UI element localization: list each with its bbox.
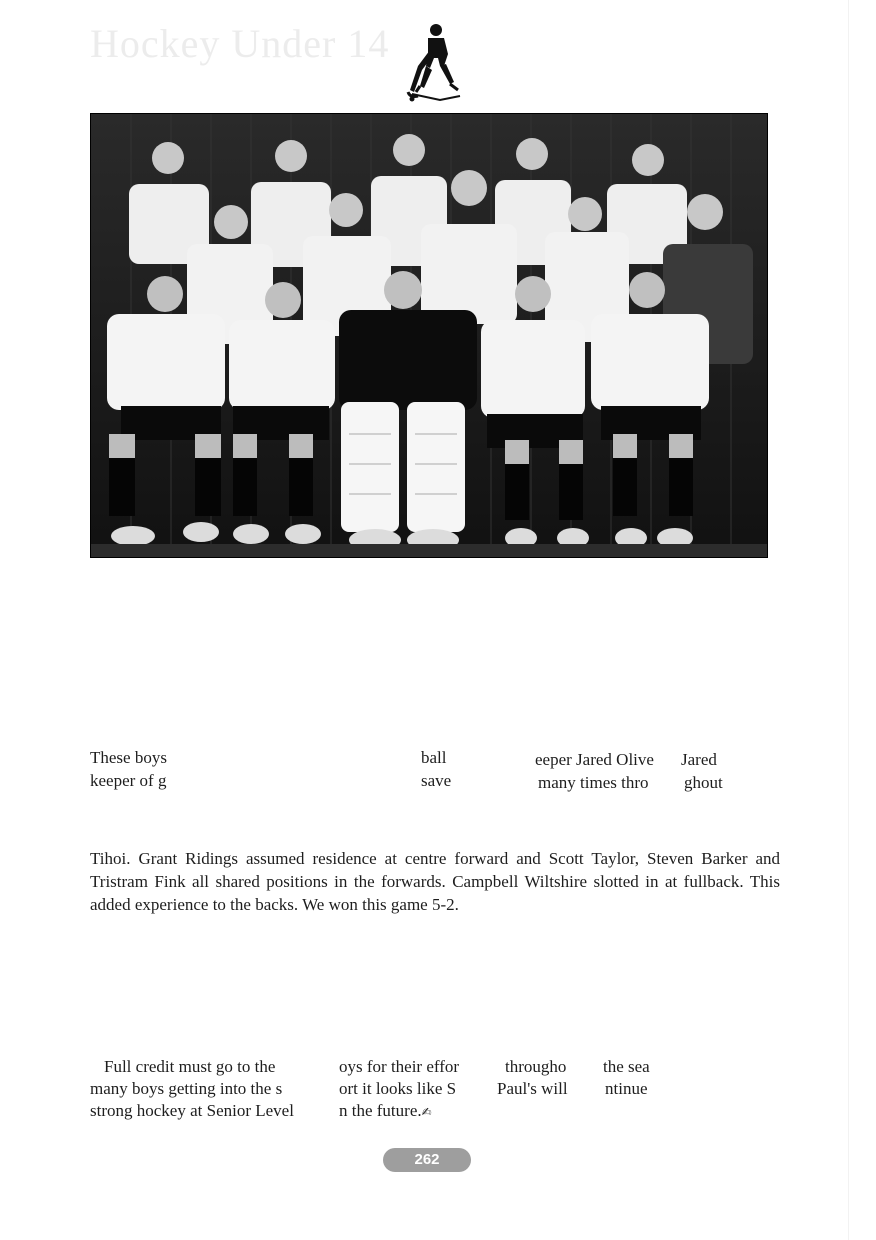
para3-line2-b: ort it looks like S [339,1079,457,1098]
page-number: 262 [383,1148,471,1172]
para3-line1-a: Full credit must go to the [104,1057,276,1076]
para2-text: Tihoi. Grant Ridings assumed residence at centre forward and Scott Taylor, Steven Barker and Tristram Fink all shared positions in the forwards. Campbell Wiltshire slotted in at fullback. This added experience to the backs. We won this game 5-2. [90,849,780,914]
para3-line2-d: ntinue [605,1079,648,1098]
para1-line2-c: many times thro [538,773,649,792]
para3-line2-c: Paul's will [497,1079,568,1098]
writing-hand-icon: ✍ [421,1105,432,1119]
page-edge [848,0,849,1240]
para3-line1-c: througho [505,1057,567,1076]
para3-line3-b: n the future. [339,1101,422,1120]
hockey-player-logo [400,20,468,104]
para1-line1-c: eeper Jared Olive [535,750,654,769]
para1-line2-b: save [421,771,452,790]
para1-line2-a: keeper of g [90,771,167,790]
para3-line1-b: oys for their effor [339,1057,460,1076]
para3-line3-a: strong hockey at Senior Level [90,1101,294,1120]
para1-line1-a: These boys [90,748,167,767]
para3-line1-d: the sea [603,1057,650,1076]
para3-line2-a: many boys getting into the s [90,1079,283,1098]
para3-line3-b-wrap [339,1100,432,1123]
faded-header-title: Hockey Under 14 [90,21,390,66]
para1-line2-d: ghout [684,773,723,792]
para1-line1-d: Jared [681,750,717,769]
para1-line1-b: ball [421,748,447,767]
team-photo [90,113,768,558]
